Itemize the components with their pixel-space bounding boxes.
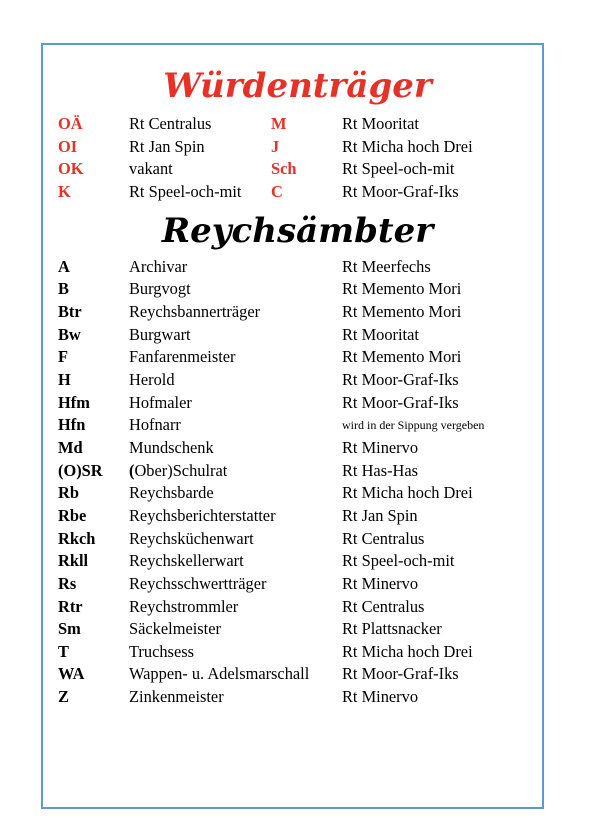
- dignitary-name: vakant: [129, 159, 173, 178]
- dignitary-abbr: K: [58, 182, 71, 201]
- dignitary-abbr: M: [271, 114, 287, 133]
- office-abbr: (O)SR: [58, 461, 103, 480]
- office-title: Truchsess: [129, 642, 194, 661]
- office-title: Archivar: [129, 257, 188, 276]
- office-title: Reychsschwertträger: [129, 574, 267, 593]
- office-row: [0, 505, 595, 528]
- office-title: Säckelmeister: [129, 619, 221, 638]
- office-abbr: Rkch: [58, 529, 96, 548]
- office-title: Hofnarr: [129, 415, 181, 434]
- office-row: [0, 641, 595, 664]
- office-row: [0, 369, 595, 392]
- office-title: Fanfarenmeister: [129, 347, 236, 366]
- office-row: [0, 278, 595, 301]
- office-holder: Rt Minervo: [342, 687, 419, 706]
- office-holder: Rt Micha hoch Drei: [342, 642, 473, 661]
- office-row: [0, 256, 595, 279]
- office-row: [0, 550, 595, 573]
- dignitary-name: Rt Micha hoch Drei: [342, 137, 473, 156]
- dignitary-row: [0, 181, 595, 204]
- office-abbr: T: [58, 642, 69, 661]
- office-holder: Rt Plattsnacker: [342, 619, 442, 638]
- office-title: Reychsbannerträger: [129, 302, 261, 321]
- office-abbr: Btr: [58, 302, 82, 321]
- dignitary-abbr: OÄ: [58, 114, 83, 133]
- office-holder: Rt Micha hoch Drei: [342, 483, 473, 502]
- office-abbr: B: [58, 279, 69, 298]
- office-title: Mundschenk: [129, 438, 214, 457]
- office-abbr: A: [58, 257, 70, 276]
- office-holder: wird in der Sippung vergeben: [342, 418, 485, 432]
- office-title: Reychsberichterstatter: [129, 506, 276, 525]
- office-abbr: Rkll: [58, 551, 89, 570]
- office-holder: Rt Memento Mori: [342, 347, 462, 366]
- office-abbr: Bw: [58, 325, 81, 344]
- office-holder: Rt Centralus: [342, 529, 425, 548]
- dignitary-abbr: OK: [58, 159, 84, 178]
- office-row: [0, 686, 595, 709]
- office-abbr: Z: [58, 687, 69, 706]
- office-row: [0, 346, 595, 369]
- dignitary-name: Rt Centralus: [129, 114, 212, 133]
- office-holder: Rt Memento Mori: [342, 302, 462, 321]
- office-abbr: Rs: [58, 574, 77, 593]
- office-abbr: H: [58, 370, 71, 389]
- office-title-prefix: (: [129, 461, 135, 480]
- dignitary-name: Rt Speel-och-mit: [129, 182, 242, 201]
- office-row: [0, 596, 595, 619]
- dignitary-row: [0, 158, 595, 181]
- office-row: [0, 573, 595, 596]
- dignitary-name: Rt Jan Spin: [129, 137, 205, 156]
- office-title: Reychstrommler: [129, 597, 239, 616]
- office-holder: Rt Minervo: [342, 438, 419, 457]
- office-holder: Rt Speel-och-mit: [342, 551, 455, 570]
- office-title: Wappen- u. Adelsmarschall: [129, 664, 310, 683]
- office-title: Burgvogt: [129, 279, 191, 298]
- office-holder: Rt Moor-Graf-Iks: [342, 370, 459, 389]
- dignitary-row: [0, 136, 595, 159]
- office-abbr: Rbe: [58, 506, 87, 525]
- office-row: [0, 618, 595, 641]
- office-title: Reychsküchenwart: [129, 529, 254, 548]
- office-holder: Rt Mooritat: [342, 325, 419, 344]
- office-row: [0, 301, 595, 324]
- office-holder: Rt Moor-Graf-Iks: [342, 664, 459, 683]
- dignitary-abbr: OI: [58, 137, 78, 156]
- office-row: [0, 482, 595, 505]
- office-holder: Rt Moor-Graf-Iks: [342, 393, 459, 412]
- office-row: [0, 392, 595, 415]
- office-holder: Rt Centralus: [342, 597, 425, 616]
- office-row: [0, 460, 595, 483]
- office-title-text: Ober)Schulrat: [134, 461, 228, 480]
- office-row: [0, 414, 595, 437]
- office-title: Burgwart: [129, 325, 191, 344]
- dignitary-name: Rt Speel-och-mit: [342, 159, 455, 178]
- office-abbr: Hfn: [58, 415, 86, 434]
- dignitary-name: Rt Moor-Graf-Iks: [342, 182, 459, 201]
- office-holder: Rt Minervo: [342, 574, 419, 593]
- office-title: Hofmaler: [129, 393, 192, 412]
- dignitary-abbr: C: [271, 182, 283, 201]
- office-title: Reychskellerwart: [129, 551, 244, 570]
- office-abbr: Md: [58, 438, 83, 457]
- dignitaries-title: Würdenträger: [163, 66, 432, 106]
- office-abbr: Sm: [58, 619, 81, 638]
- office-title: Zinkenmeister: [129, 687, 224, 706]
- office-row: [0, 324, 595, 347]
- office-abbr: F: [58, 347, 69, 366]
- office-title: [129, 460, 227, 483]
- offices-title: Reychsämbter: [161, 211, 434, 251]
- dignitary-abbr: Sch: [271, 159, 297, 178]
- office-row: [0, 528, 595, 551]
- office-holder: Rt Memento Mori: [342, 279, 462, 298]
- office-abbr: Hfm: [58, 393, 90, 412]
- office-holder: Rt Has-Has: [342, 461, 419, 480]
- office-abbr: Rtr: [58, 597, 83, 616]
- dignitary-abbr: J: [271, 137, 280, 156]
- office-title: Herold: [129, 370, 175, 389]
- office-holder: Rt Meerfechs: [342, 257, 431, 276]
- office-abbr: WA: [58, 664, 85, 683]
- office-title: Reychsbarde: [129, 483, 214, 502]
- dignitary-name: Rt Mooritat: [342, 114, 419, 133]
- dignitary-row: [0, 113, 595, 136]
- office-holder: Rt Jan Spin: [342, 506, 418, 525]
- office-row: [0, 437, 595, 460]
- office-row: [0, 663, 595, 686]
- office-abbr: Rb: [58, 483, 79, 502]
